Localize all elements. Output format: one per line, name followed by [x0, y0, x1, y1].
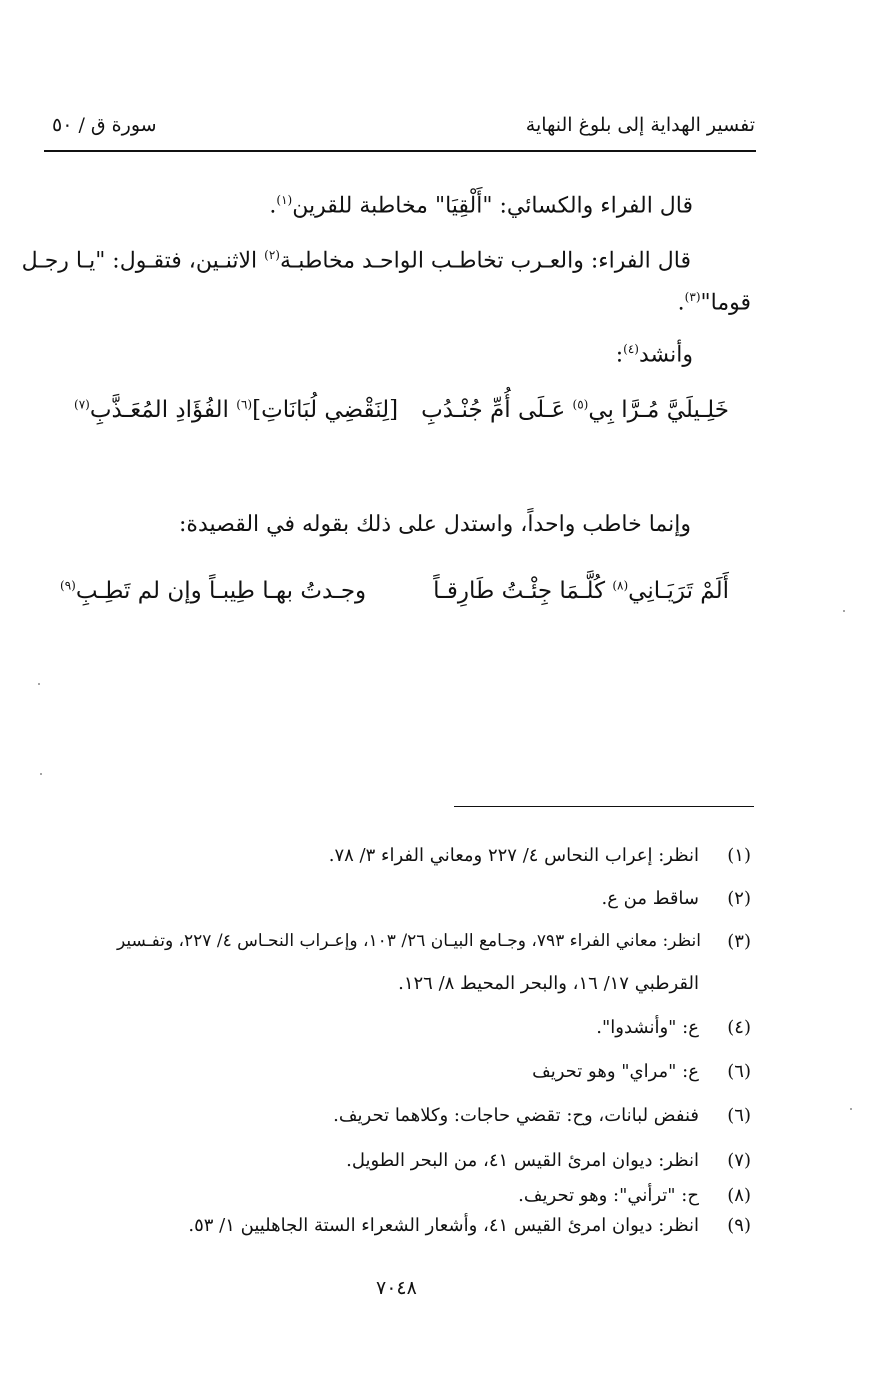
verse-1-first-hemistich: خَلِـيلَيَّ مُـرَّا بِي$^{(٥)}$ عَـلَى أُمِّ جُنْـدُبِ [421, 397, 729, 423]
body-line-3: قوما"$^{(٣)}$. [677, 290, 751, 316]
body-line-4: وأنشد$^{(٤)}$: [615, 342, 693, 368]
footnote-text: ساقط من ع. [601, 888, 699, 909]
scan-speck [38, 683, 40, 685]
footnote-text: ح: "ترأني": وهو تحريف. [518, 1185, 699, 1206]
body-line-5: وإنما خاطب واحداً، واستدل على ذلك بقوله في القصيدة: [179, 512, 691, 537]
body-line-2: قال الفراء: والعـرب تخاطـب الواحـد مخاطبـة$^{(٢)}$ الاثنـين، فتقـول: "يـا رجـل [21, 248, 691, 274]
footnote-text: انظر: ديوان امرئ القيس ٤١، من البحر الطويل. [346, 1150, 699, 1171]
verse-2-second-hemistich: وجـدتُ بهـا طِيبـاً وإن لم تَطِـبِ$^{(٩)}$ [60, 578, 367, 604]
footnote-text: انظر: معاني الفراء ٧٩٣، وجـامع البيـان ٢٦/ ١٠٣، وإعـراب النحـاس ٤/ ٢٢٧، وتفـسير [116, 931, 701, 951]
footnote-number: (١) [727, 845, 751, 866]
body-line-1: قال الفراء والكسائي: "أَلْقِيَا" مخاطبة للقرين$^{(١)}$. [269, 193, 693, 219]
page-number: ٧٠٤٨ [376, 1277, 417, 1299]
scan-speck [843, 610, 845, 612]
scan-speck [850, 1108, 852, 1110]
footnote-number: (٨) [727, 1185, 751, 1206]
footnote-number: (٢) [727, 888, 751, 909]
footnote-number: (٤) [727, 1017, 751, 1038]
footnote-number: (٦) [727, 1105, 751, 1126]
footnote-number: (٧) [727, 1150, 751, 1171]
footnote-number: (٦) [727, 1061, 751, 1082]
footnote-text: انظر: ديوان امرئ القيس ٤١، وأشعار الشعراء الستة الجاهليين ١/ ٥٣. [188, 1215, 699, 1236]
surah-label: سورة ق / ٥٠ [52, 114, 157, 136]
footnote-text: ع: "مراي" وهو تحريف [532, 1061, 699, 1082]
header-rule [44, 150, 756, 152]
book-title: تفسير الهداية إلى بلوغ النهاية [525, 114, 755, 136]
verse-1-second-hemistich: [لِنَقْضِي لُبَانَاتِ]$^{(٦)}$ الفُؤَادِ المُعَـذَّبِ$^{(٧)}$ [74, 397, 399, 423]
verse-2-first-hemistich: أَلَمْ تَرَيَـانِي$^{(٨)}$ كُلَّـمَا جِئْـتُ طَارِقـاً [433, 578, 729, 604]
footnote-number: (٣) [727, 931, 751, 952]
scan-speck [40, 773, 42, 775]
footnote-text: فنفض لبانات، وح: تقضي حاجات: وكلاهما تحريف. [333, 1105, 699, 1126]
footnote-text: ع: "وأنشدوا". [596, 1017, 699, 1038]
footnote-rule [454, 806, 754, 807]
footnote-number: (٩) [727, 1215, 751, 1236]
footnote-text: انظر: إعراب النحاس ٤/ ٢٢٧ ومعاني الفراء ٣/ ٧٨. [328, 845, 699, 866]
footnote-text-continued: القرطبي ١٧/ ١٦، والبحر المحيط ٨/ ١٢٦. [398, 973, 699, 994]
